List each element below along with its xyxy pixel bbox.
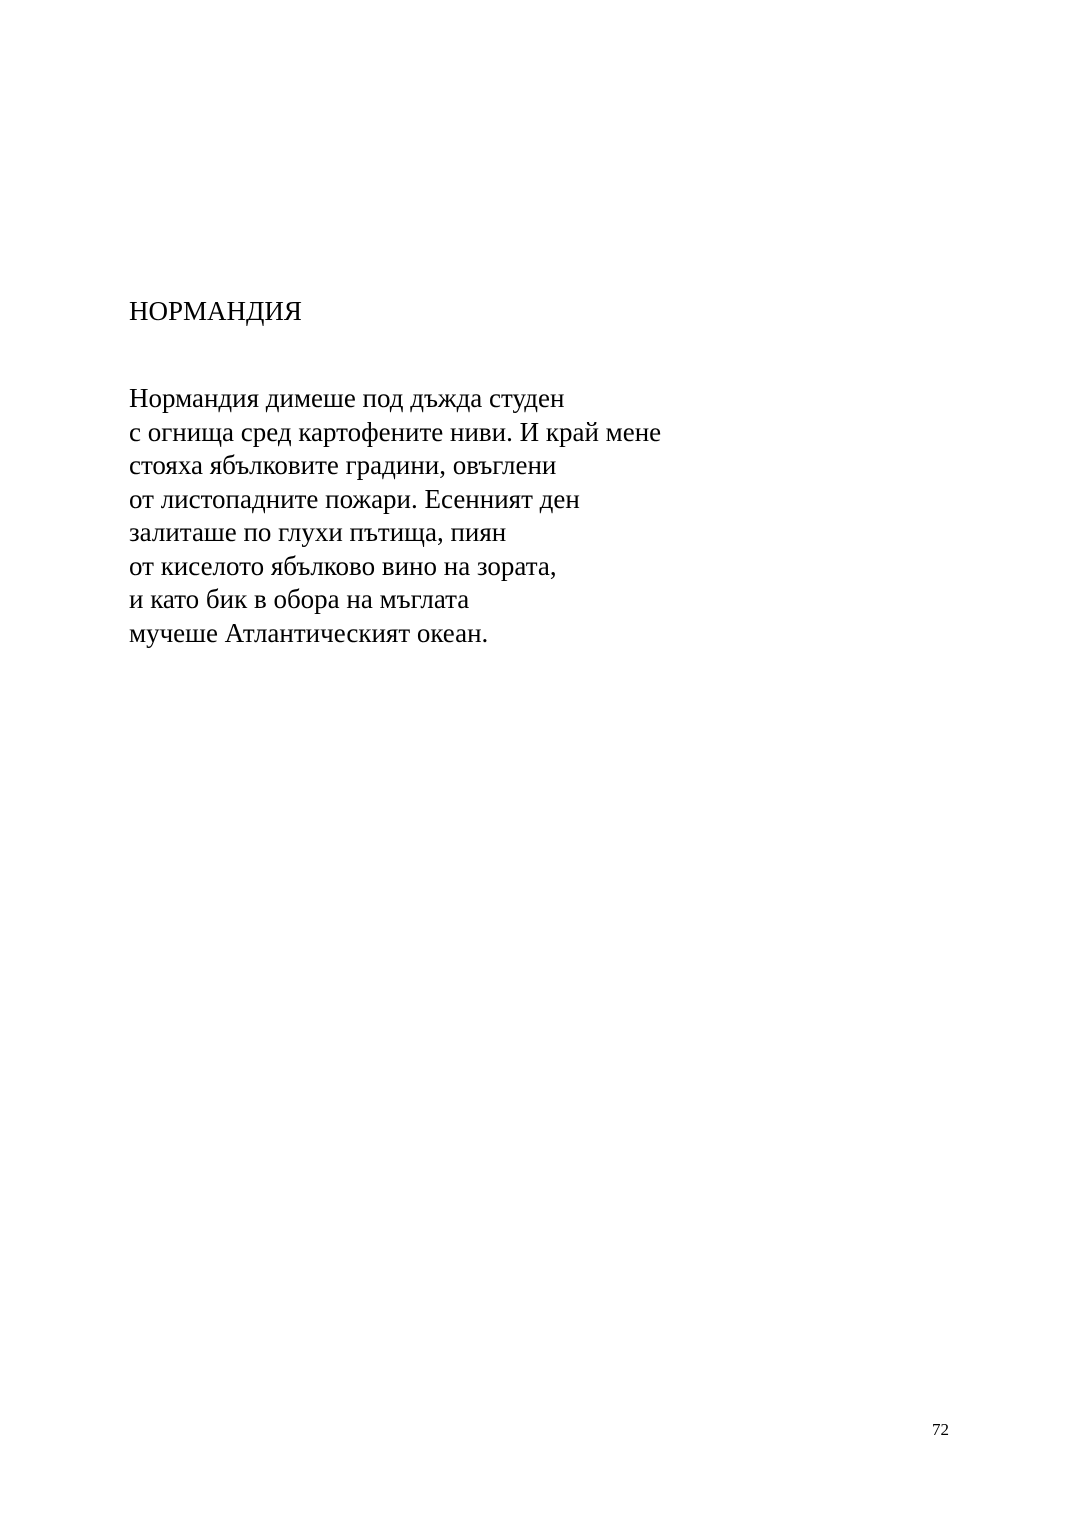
poem-line: стояха ябълковите градини, овъглени <box>129 450 557 480</box>
poem-line: и като бик в обора на мъглата <box>129 584 470 614</box>
poem-line: от листопадните пожари. Есенният ден <box>129 483 580 514</box>
poem-line: с огнища сред картофените ниви. И край мене <box>129 416 662 447</box>
poem-title: НОРМАНДИЯ <box>129 296 302 326</box>
poem-body <box>129 382 661 650</box>
page-number: 72 <box>932 1420 949 1439</box>
poem-line: Нормандия димеше под дъжда студен <box>129 383 565 413</box>
poem-line: залиташе по глухи пътища, пиян <box>129 517 507 547</box>
poem-line: от киселото ябълково вино на зората, <box>129 550 557 581</box>
poem-line: мучеше Атлантическият океан. <box>129 617 489 648</box>
